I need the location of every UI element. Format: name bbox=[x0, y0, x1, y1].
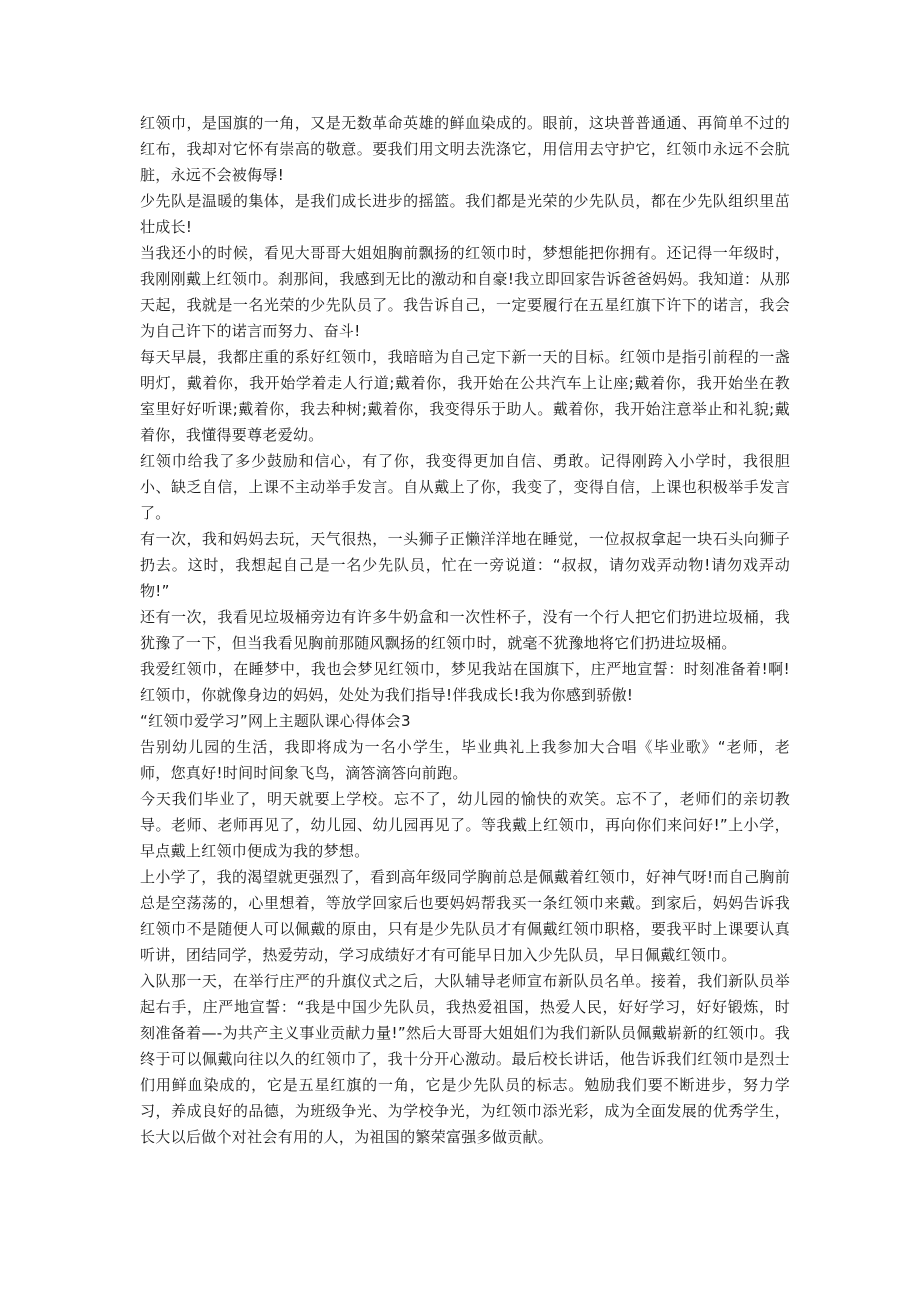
paragraph: 红领巾，是国旗的一角，又是无数革命英雄的鲜血染成的。眼前，这块普普通通、再简单不过的红布，我却对它怀有崇高的敬意。要我们用文明去洗涤它，用信用去守护它，红领巾永远不会肮脏，永远不会被侮辱! bbox=[140, 114, 790, 184]
paragraph: 我爱红领巾，在睡梦中，我也会梦见红领巾，梦见我站在国旗下，庄严地宣誓：时刻准备着!啊!红领巾，你就像身边的妈妈，处处为我们指导!伴我成长!我为你感到骄傲! bbox=[140, 660, 790, 704]
paragraph: 入队那一天，在举行庄严的升旗仪式之后，大队辅导老师宣布新队员名单。接着，我们新队员举起右手，庄严地宣誓：“我是中国少先队员，我热爱祖国，热爱人民，好好学习，好好锻炼，时刻准备着—-为共产主义事业贡献力量!”然后大哥哥大姐姐们为我们新队员佩戴崭新的红领巾。我终于可以佩戴向往以久的红领巾了，我十分开心激动。最后校长讲话，他告诉我们红领巾是烈士们用鲜血染成的，它是五星红旗的一角，它是少先队员的标志。勉励我们要不断进步，努力学习，养成良好的品德，为班级争光、为学校争光，为红领巾添光彩，成为全面发展的优秀学生，长大以后做个对社会有用的人，为祖国的繁荣富强多做贡献。 bbox=[140, 972, 790, 1146]
paragraph: 今天我们毕业了，明天就要上学校。忘不了，幼儿园的愉快的欢笑。忘不了，老师们的亲切教导。老师、老师再见了，幼儿园、幼儿园再见了。等我戴上红领巾，再向你们来问好!”上小学，早点戴上红领巾便成为我的梦想。 bbox=[140, 790, 790, 860]
paragraph: 还有一次，我看见垃圾桶旁边有许多牛奶盒和一次性杯子，没有一个行人把它们扔进垃圾桶，我犹豫了一下，但当我看见胸前那随风飘扬的红领巾时，就毫不犹豫地将它们扔进垃圾桶。 bbox=[140, 608, 790, 652]
paragraph: 有一次，我和妈妈去玩，天气很热，一头狮子正懒洋洋地在睡觉，一位叔叔拿起一块石头向狮子扔去。这时，我想起自己是一名少先队员，忙在一旁说道：“叔叔，请勿戏弄动物!请勿戏弄动物!” bbox=[140, 530, 790, 600]
paragraph: 红领巾给我了多少鼓励和信心，有了你，我变得更加自信、勇敢。记得刚跨入小学时，我很胆小、缺乏自信，上课不主动举手发言。自从戴上了你，我变了，变得自信，上课也积极举手发言了。 bbox=[140, 452, 790, 522]
document-body bbox=[140, 110, 790, 1150]
paragraph: 少先队是温暖的集体，是我们成长进步的摇篮。我们都是光荣的少先队员，都在少先队组织里茁壮成长! bbox=[140, 192, 790, 236]
paragraph: 每天早晨，我都庄重的系好红领巾，我暗暗为自己定下新一天的目标。红领巾是指引前程的一盏明灯，戴着你，我开始学着走人行道;戴着你，我开始在公共汽车上让座;戴着你，我开始坐在教室里好好听课;戴着你，我去种树;戴着你，我变得乐于助人。戴着你，我开始注意举止和礼貌;戴着你，我懂得要尊老爱幼。 bbox=[140, 348, 790, 444]
paragraph: 当我还小的时候，看见大哥哥大姐姐胸前飘扬的红领巾时，梦想能把你拥有。还记得一年级时，我刚刚戴上红领巾。刹那间，我感到无比的激动和自豪!我立即回家告诉爸爸妈妈。我知道：从那天起，我就是一名光荣的少先队员了。我告诉自己，一定要履行在五星红旗下许下的诺言，我会为自己许下的诺言而努力、奋斗! bbox=[140, 244, 790, 340]
section-heading: “红领巾爱学习”网上主题队课心得体会3 bbox=[140, 712, 411, 730]
paragraph: 告别幼儿园的生活，我即将成为一名小学生，毕业典礼上我参加大合唱《毕业歌》“老师，老师，您真好!时间时间象飞鸟，滴答滴答向前跑。 bbox=[140, 738, 790, 782]
paragraph: 上小学了，我的渴望就更强烈了，看到高年级同学胸前总是佩戴着红领巾，好神气呀!而自己胸前总是空荡荡的，心里想着，等放学回家后也要妈妈帮我买一条红领巾来戴。到家后，妈妈告诉我红领巾不是随便人可以佩戴的原由，只有是少先队员才有佩戴红领巾职格，要我平时上课要认真听讲，团结同学，热爱劳动，学习成绩好才有可能早日加入少先队员，早日佩戴红领巾。 bbox=[140, 868, 790, 964]
